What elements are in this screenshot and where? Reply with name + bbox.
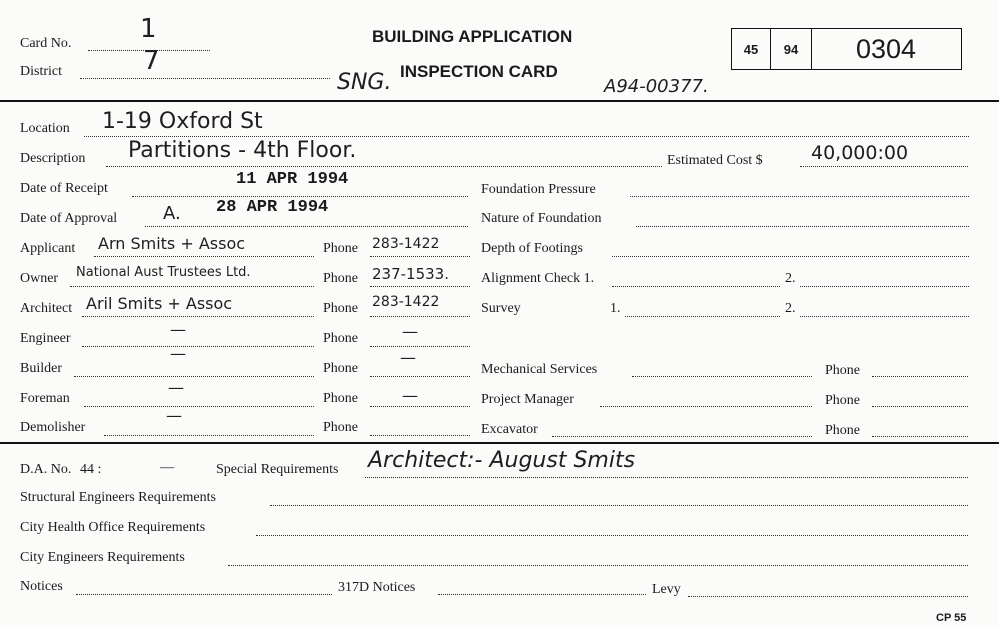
- survey-label: Survey: [481, 301, 521, 316]
- form-code: CP 55: [936, 612, 967, 624]
- form-title-line1: BUILDING APPLICATION: [372, 27, 573, 46]
- da-no-label: D.A. No.: [20, 462, 72, 477]
- builder-phone-label: Phone: [323, 361, 358, 376]
- application-ref: A94-00377.: [604, 76, 709, 97]
- hand-code: SNG.: [337, 70, 392, 95]
- special-req-label: Special Requirements: [216, 462, 339, 477]
- applicant-value: Arn Smits + Assoc: [98, 234, 246, 253]
- foreman-label: Foreman: [20, 391, 70, 406]
- number-box-1: 45: [731, 28, 771, 70]
- applicant-phone-value: 283-1422: [372, 236, 440, 252]
- pm-phone-label: Phone: [825, 393, 860, 408]
- mech-services-label: Mechanical Services: [481, 362, 598, 377]
- estimated-cost-value: 40,000:00: [811, 142, 909, 164]
- health-label: City Health Office Requirements: [20, 520, 206, 535]
- owner-label: Owner: [20, 271, 59, 286]
- estimated-cost-label: Estimated Cost $: [667, 153, 763, 168]
- demolisher-label: Demolisher: [20, 420, 86, 435]
- mech-phone-label: Phone: [825, 363, 860, 378]
- architect-phone-label: Phone: [323, 301, 358, 316]
- engineer-phone-dash: —: [402, 322, 418, 341]
- da-no-value: 44 :: [80, 462, 102, 477]
- demolisher-phone-label: Phone: [323, 420, 358, 435]
- engineer-phone-label: Phone: [323, 331, 358, 346]
- district-value: 7: [143, 46, 160, 76]
- owner-value: National Aust Trustees Ltd.: [76, 265, 251, 280]
- city-eng-label: City Engineers Requirements: [20, 550, 185, 565]
- architect-value: Aril Smits + Assoc: [86, 294, 233, 313]
- applicant-label: Applicant: [20, 241, 76, 256]
- nature-foundation-label: Nature of Foundation: [481, 211, 602, 226]
- number-box-2: 94: [771, 28, 812, 70]
- foreman-phone-label: Phone: [323, 391, 358, 406]
- architect-label: Architect: [20, 301, 73, 316]
- lower-divider: [0, 442, 999, 444]
- location-value: 1-19 Oxford St: [102, 109, 263, 134]
- date-approval-stamp: 28 APR 1994: [216, 198, 329, 217]
- builder-dash: —: [170, 344, 186, 363]
- survey-two-label: 2.: [785, 301, 796, 316]
- date-approval-label: Date of Approval: [20, 211, 118, 226]
- foreman-dash: —: [168, 378, 184, 397]
- survey-one-label: 1.: [610, 301, 621, 316]
- date-receipt-stamp: 11 APR 1994: [236, 170, 349, 189]
- engineer-dash: —: [170, 320, 186, 339]
- notices-label: Notices: [20, 579, 63, 594]
- date-approval-prefix: A.: [163, 203, 181, 224]
- card-no-label: Card No.: [20, 36, 72, 51]
- builder-label: Builder: [20, 361, 62, 376]
- da-dash: —: [160, 460, 174, 475]
- special-req-value: Architect:- August Smits: [368, 448, 636, 473]
- depth-footings-label: Depth of Footings: [481, 241, 583, 256]
- project-manager-label: Project Manager: [481, 392, 574, 407]
- demolisher-dash: —: [166, 406, 182, 425]
- applicant-phone-label: Phone: [323, 241, 358, 256]
- alignment-check-label: Alignment Check 1.: [481, 271, 595, 286]
- foreman-phone-dash: —: [402, 386, 418, 405]
- description-value: Partitions - 4th Floor.: [128, 138, 357, 163]
- description-label: Description: [20, 151, 86, 166]
- number-box-3: 0304: [811, 28, 962, 70]
- alignment-two-label: 2.: [785, 271, 796, 286]
- notices-317d-label: 317D Notices: [338, 580, 416, 595]
- form-title-line2: INSPECTION CARD: [400, 62, 558, 81]
- builder-phone-dash: —: [400, 348, 416, 367]
- excavator-label: Excavator: [481, 422, 538, 437]
- excavator-phone-label: Phone: [825, 423, 860, 438]
- location-label: Location: [20, 121, 70, 136]
- engineer-label: Engineer: [20, 331, 71, 346]
- card-no-value: 1: [140, 14, 157, 44]
- owner-phone-value: 237-1533.: [372, 265, 449, 283]
- owner-phone-label: Phone: [323, 271, 358, 286]
- structural-label: Structural Engineers Requirements: [20, 490, 216, 505]
- foundation-pressure-label: Foundation Pressure: [481, 182, 596, 197]
- levy-label: Levy: [652, 582, 681, 597]
- district-label: District: [20, 64, 62, 79]
- architect-phone-value: 283-1422: [372, 294, 440, 310]
- header-divider: [0, 100, 999, 102]
- date-receipt-label: Date of Receipt: [20, 181, 108, 196]
